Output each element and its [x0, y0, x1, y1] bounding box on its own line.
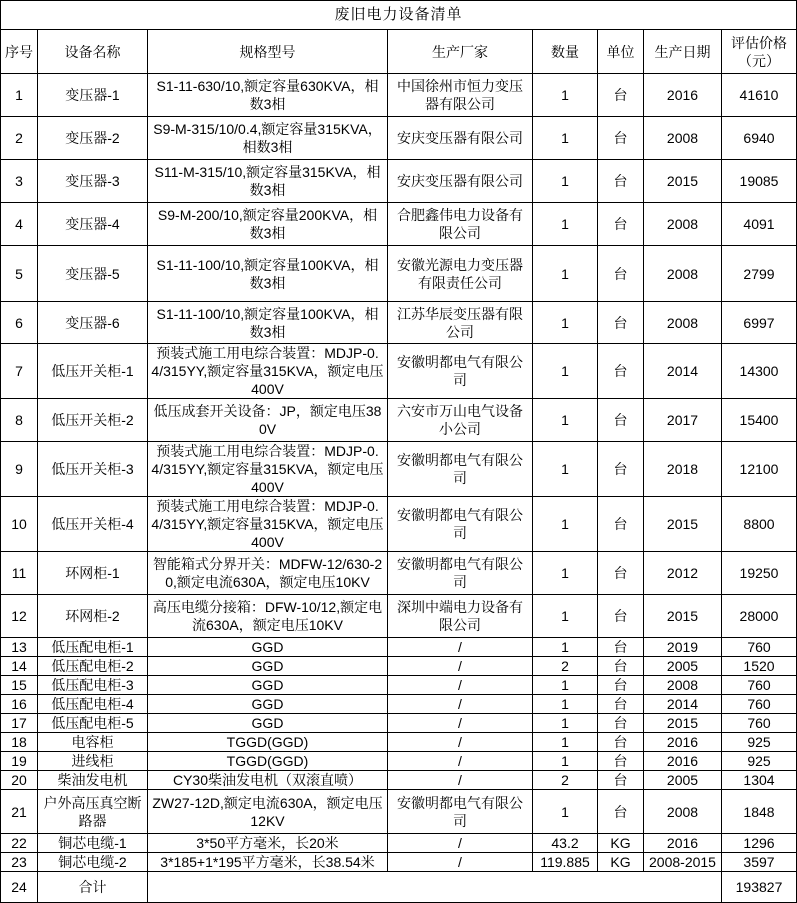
price-cell: 1296 — [722, 834, 797, 853]
table-row — [1, 771, 797, 790]
manufacturer-cell: 中国徐州市恒力变压器有限公司 — [388, 74, 533, 117]
unit-cell: 台 — [598, 733, 644, 752]
equipment-name-cell: 环网柜-1 — [38, 552, 148, 595]
quantity-cell: 1 — [533, 676, 598, 695]
production-date-cell: 2018 — [644, 442, 722, 497]
production-date-cell: 2014 — [644, 344, 722, 399]
spec-cell: 高压电缆分接箱：DFW-10/12,额定电流630A，额定电压10KV — [148, 595, 388, 638]
price-cell: 19250 — [722, 552, 797, 595]
price-cell: 19085 — [722, 160, 797, 203]
price-cell: 6997 — [722, 302, 797, 344]
quantity-cell: 1 — [533, 714, 598, 733]
quantity-cell: 1 — [533, 344, 598, 399]
spec-cell: 预装式施工用电综合装置：MDJP-0.4/315YY,额定容量315KVA，额定电压400V — [148, 344, 388, 399]
unit-cell: 台 — [598, 552, 644, 595]
table-row — [1, 497, 797, 552]
row-number-cell: 8 — [1, 399, 38, 442]
quantity-cell: 1 — [533, 552, 598, 595]
spec-cell: GGD — [148, 657, 388, 676]
table-row — [1, 399, 797, 442]
quantity-cell: 1 — [533, 497, 598, 552]
total-label-cell: 合计 — [38, 872, 148, 903]
production-date-cell: 2015 — [644, 714, 722, 733]
table-row — [1, 752, 797, 771]
manufacturer-cell: 安徽明都电气有限公司 — [388, 442, 533, 497]
equipment-name-cell: 变压器-4 — [38, 203, 148, 246]
equipment-name-cell: 低压配电柜-1 — [38, 638, 148, 657]
row-number-cell: 11 — [1, 552, 38, 595]
production-date-cell: 2016 — [644, 834, 722, 853]
unit-cell: 台 — [598, 203, 644, 246]
spec-cell: TGGD(GGD) — [148, 733, 388, 752]
column-header-spec: 规格型号 — [148, 30, 388, 74]
manufacturer-cell: 安徽明都电气有限公司 — [388, 790, 533, 834]
quantity-cell: 1 — [533, 695, 598, 714]
unit-cell: 台 — [598, 790, 644, 834]
price-cell: 14300 — [722, 344, 797, 399]
price-cell: 6940 — [722, 117, 797, 160]
manufacturer-cell: 安庆变压器有限公司 — [388, 160, 533, 203]
price-cell: 12100 — [722, 442, 797, 497]
production-date-cell: 2005 — [644, 771, 722, 790]
manufacturer-cell: 安庆变压器有限公司 — [388, 117, 533, 160]
row-number-cell: 10 — [1, 497, 38, 552]
price-cell: 41610 — [722, 74, 797, 117]
table-row — [1, 595, 797, 638]
row-number-cell: 4 — [1, 203, 38, 246]
price-cell: 1848 — [722, 790, 797, 834]
manufacturer-cell: 六安市万山电气设备小公司 — [388, 399, 533, 442]
row-number-cell: 5 — [1, 246, 38, 302]
row-number-cell: 16 — [1, 695, 38, 714]
production-date-cell: 2015 — [644, 595, 722, 638]
equipment-name-cell: 电容柜 — [38, 733, 148, 752]
production-date-cell: 2016 — [644, 74, 722, 117]
quantity-cell: 1 — [533, 117, 598, 160]
production-date-cell: 2016 — [644, 733, 722, 752]
quantity-cell: 2 — [533, 771, 598, 790]
table-row — [1, 74, 797, 117]
equipment-name-cell: 低压开关柜-1 — [38, 344, 148, 399]
equipment-name-cell: 户外高压真空断路器 — [38, 790, 148, 834]
price-cell: 760 — [722, 638, 797, 657]
production-date-cell: 2008 — [644, 302, 722, 344]
equipment-name-cell: 低压配电柜-2 — [38, 657, 148, 676]
title-row — [1, 1, 797, 30]
spec-cell: ZW27-12D,额定电流630A，额定电压12KV — [148, 790, 388, 834]
row-number-cell: 14 — [1, 657, 38, 676]
manufacturer-cell: / — [388, 638, 533, 657]
price-cell: 760 — [722, 695, 797, 714]
spec-cell: S1-11-100/10,额定容量100KVA，相数3相 — [148, 302, 388, 344]
equipment-name-cell: 变压器-6 — [38, 302, 148, 344]
quantity-cell: 1 — [533, 595, 598, 638]
quantity-cell: 1 — [533, 160, 598, 203]
production-date-cell: 2008 — [644, 203, 722, 246]
price-cell: 760 — [722, 714, 797, 733]
manufacturer-cell: / — [388, 853, 533, 872]
production-date-cell: 2008 — [644, 676, 722, 695]
production-date-cell: 2005 — [644, 657, 722, 676]
manufacturer-cell: 安徽明都电气有限公司 — [388, 344, 533, 399]
production-date-cell: 2015 — [644, 160, 722, 203]
column-header-price: 评估价格（元） — [722, 30, 797, 74]
price-cell: 4091 — [722, 203, 797, 246]
unit-cell: 台 — [598, 302, 644, 344]
table-row — [1, 552, 797, 595]
row-number-cell: 22 — [1, 834, 38, 853]
production-date-cell: 2012 — [644, 552, 722, 595]
spec-cell: 智能箱式分界开关：MDFW-12/630-20,额定电流630A，额定电压10KV — [148, 552, 388, 595]
manufacturer-cell: / — [388, 733, 533, 752]
unit-cell: 台 — [598, 657, 644, 676]
quantity-cell: 1 — [533, 733, 598, 752]
column-header-mfr: 生产厂家 — [388, 30, 533, 74]
manufacturer-cell: / — [388, 676, 533, 695]
price-cell: 1304 — [722, 771, 797, 790]
quantity-cell: 1 — [533, 302, 598, 344]
spec-cell: 预装式施工用电综合装置：MDJP-0.4/315YY,额定容量315KVA，额定电压400V — [148, 442, 388, 497]
price-cell: 2799 — [722, 246, 797, 302]
table-row — [1, 853, 797, 872]
spec-cell: 3*50平方毫米，长20米 — [148, 834, 388, 853]
row-number-cell: 18 — [1, 733, 38, 752]
table-row — [1, 714, 797, 733]
table-row — [1, 302, 797, 344]
row-number-cell: 23 — [1, 853, 38, 872]
unit-cell: 台 — [598, 695, 644, 714]
row-number-cell: 21 — [1, 790, 38, 834]
spec-cell: S9-M-315/10/0.4,额定容量315KVA，相数3相 — [148, 117, 388, 160]
spec-cell: S1-11-630/10,额定容量630KVA，相数3相 — [148, 74, 388, 117]
unit-cell: KG — [598, 853, 644, 872]
unit-cell: 台 — [598, 399, 644, 442]
row-number-cell: 9 — [1, 442, 38, 497]
table-row — [1, 117, 797, 160]
row-number-cell: 17 — [1, 714, 38, 733]
spec-cell: 低压成套开关设备：JP，额定电压380V — [148, 399, 388, 442]
quantity-cell: 1 — [533, 790, 598, 834]
spec-cell: GGD — [148, 638, 388, 657]
manufacturer-cell: 江苏华辰变压器有限公司 — [388, 302, 533, 344]
equipment-name-cell: 低压开关柜-3 — [38, 442, 148, 497]
unit-cell: 台 — [598, 74, 644, 117]
price-cell: 28000 — [722, 595, 797, 638]
spec-cell: GGD — [148, 676, 388, 695]
equipment-name-cell: 低压配电柜-3 — [38, 676, 148, 695]
column-header-date: 生产日期 — [644, 30, 722, 74]
equipment-name-cell: 变压器-1 — [38, 74, 148, 117]
table-row — [1, 695, 797, 714]
unit-cell: 台 — [598, 752, 644, 771]
production-date-cell: 2019 — [644, 638, 722, 657]
manufacturer-cell: / — [388, 752, 533, 771]
price-cell: 760 — [722, 676, 797, 695]
table-body — [1, 74, 797, 903]
equipment-name-cell: 低压开关柜-4 — [38, 497, 148, 552]
price-cell: 3597 — [722, 853, 797, 872]
unit-cell: KG — [598, 834, 644, 853]
unit-cell: 台 — [598, 714, 644, 733]
table-row — [1, 638, 797, 657]
equipment-name-cell: 低压配电柜-4 — [38, 695, 148, 714]
production-date-cell: 2014 — [644, 695, 722, 714]
spec-cell: S1-11-100/10,额定容量100KVA，相数3相 — [148, 246, 388, 302]
quantity-cell: 2 — [533, 657, 598, 676]
manufacturer-cell: / — [388, 771, 533, 790]
unit-cell: 台 — [598, 676, 644, 695]
equipment-name-cell: 变压器-2 — [38, 117, 148, 160]
table-row — [1, 657, 797, 676]
quantity-cell: 1 — [533, 638, 598, 657]
table-row — [1, 733, 797, 752]
unit-cell: 台 — [598, 771, 644, 790]
production-date-cell: 2015 — [644, 497, 722, 552]
price-cell: 1520 — [722, 657, 797, 676]
table-row — [1, 203, 797, 246]
equipment-name-cell: 变压器-5 — [38, 246, 148, 302]
table-row — [1, 834, 797, 853]
quantity-cell: 1 — [533, 203, 598, 246]
production-date-cell: 2016 — [644, 752, 722, 771]
table-row — [1, 344, 797, 399]
quantity-cell: 1 — [533, 752, 598, 771]
spec-cell: CY30柴油发电机（双滚直喷） — [148, 771, 388, 790]
price-cell: 15400 — [722, 399, 797, 442]
quantity-cell: 43.2 — [533, 834, 598, 853]
production-date-cell: 2008-2015 — [644, 853, 722, 872]
row-number-cell: 15 — [1, 676, 38, 695]
equipment-name-cell: 铜芯电缆-1 — [38, 834, 148, 853]
row-number-cell: 13 — [1, 638, 38, 657]
row-number-cell: 6 — [1, 302, 38, 344]
row-number-cell: 7 — [1, 344, 38, 399]
row-number-cell: 1 — [1, 74, 38, 117]
production-date-cell: 2008 — [644, 117, 722, 160]
spec-cell: S11-M-315/10,额定容量315KVA，相数3相 — [148, 160, 388, 203]
unit-cell: 台 — [598, 595, 644, 638]
manufacturer-cell: / — [388, 657, 533, 676]
quantity-cell: 1 — [533, 246, 598, 302]
row-number-cell: 19 — [1, 752, 38, 771]
spec-cell: TGGD(GGD) — [148, 752, 388, 771]
total-price-cell: 193827 — [722, 872, 797, 903]
spec-cell: S9-M-200/10,额定容量200KVA，相数3相 — [148, 203, 388, 246]
quantity-cell: 119.885 — [533, 853, 598, 872]
row-number-cell: 12 — [1, 595, 38, 638]
spec-cell: GGD — [148, 695, 388, 714]
row-number-cell: 3 — [1, 160, 38, 203]
manufacturer-cell: 合肥鑫伟电力设备有限公司 — [388, 203, 533, 246]
manufacturer-cell: / — [388, 714, 533, 733]
row-number-cell: 2 — [1, 117, 38, 160]
header-row — [1, 30, 797, 74]
manufacturer-cell: / — [388, 834, 533, 853]
unit-cell: 台 — [598, 344, 644, 399]
unit-cell: 台 — [598, 160, 644, 203]
equipment-name-cell: 变压器-3 — [38, 160, 148, 203]
unit-cell: 台 — [598, 638, 644, 657]
price-cell: 8800 — [722, 497, 797, 552]
price-cell: 925 — [722, 733, 797, 752]
page-title: 废旧电力设备清单 — [1, 1, 797, 30]
manufacturer-cell: 安徽光源电力变压器有限责任公司 — [388, 246, 533, 302]
equipment-name-cell: 环网柜-2 — [38, 595, 148, 638]
manufacturer-cell: / — [388, 695, 533, 714]
manufacturer-cell: 深圳中端电力设备有限公司 — [388, 595, 533, 638]
table-row — [1, 790, 797, 834]
price-cell: 925 — [722, 752, 797, 771]
table-row — [1, 160, 797, 203]
spec-cell: 预装式施工用电综合装置：MDJP-0.4/315YY,额定容量315KVA，额定电压400V — [148, 497, 388, 552]
column-header-qty: 数量 — [533, 30, 598, 74]
quantity-cell: 1 — [533, 399, 598, 442]
table-row — [1, 676, 797, 695]
production-date-cell: 2008 — [644, 246, 722, 302]
equipment-name-cell: 柴油发电机 — [38, 771, 148, 790]
spec-cell: 3*185+1*195平方毫米，长38.54米 — [148, 853, 388, 872]
unit-cell: 台 — [598, 442, 644, 497]
column-header-name: 设备名称 — [38, 30, 148, 74]
quantity-cell: 1 — [533, 442, 598, 497]
equipment-name-cell: 进线柜 — [38, 752, 148, 771]
unit-cell: 台 — [598, 246, 644, 302]
unit-cell: 台 — [598, 497, 644, 552]
column-header-unit: 单位 — [598, 30, 644, 74]
equipment-name-cell: 低压配电柜-5 — [38, 714, 148, 733]
equipment-name-cell: 低压开关柜-2 — [38, 399, 148, 442]
row-number-cell: 24 — [1, 872, 38, 903]
column-header-no: 序号 — [1, 30, 38, 74]
table-row — [1, 442, 797, 497]
manufacturer-cell: 安徽明都电气有限公司 — [388, 552, 533, 595]
equipment-name-cell: 铜芯电缆-2 — [38, 853, 148, 872]
table-row — [1, 246, 797, 302]
production-date-cell: 2008 — [644, 790, 722, 834]
production-date-cell: 2017 — [644, 399, 722, 442]
manufacturer-cell: 安徽明都电气有限公司 — [388, 497, 533, 552]
unit-cell: 台 — [598, 117, 644, 160]
quantity-cell: 1 — [533, 74, 598, 117]
spec-cell: GGD — [148, 714, 388, 733]
row-number-cell: 20 — [1, 771, 38, 790]
